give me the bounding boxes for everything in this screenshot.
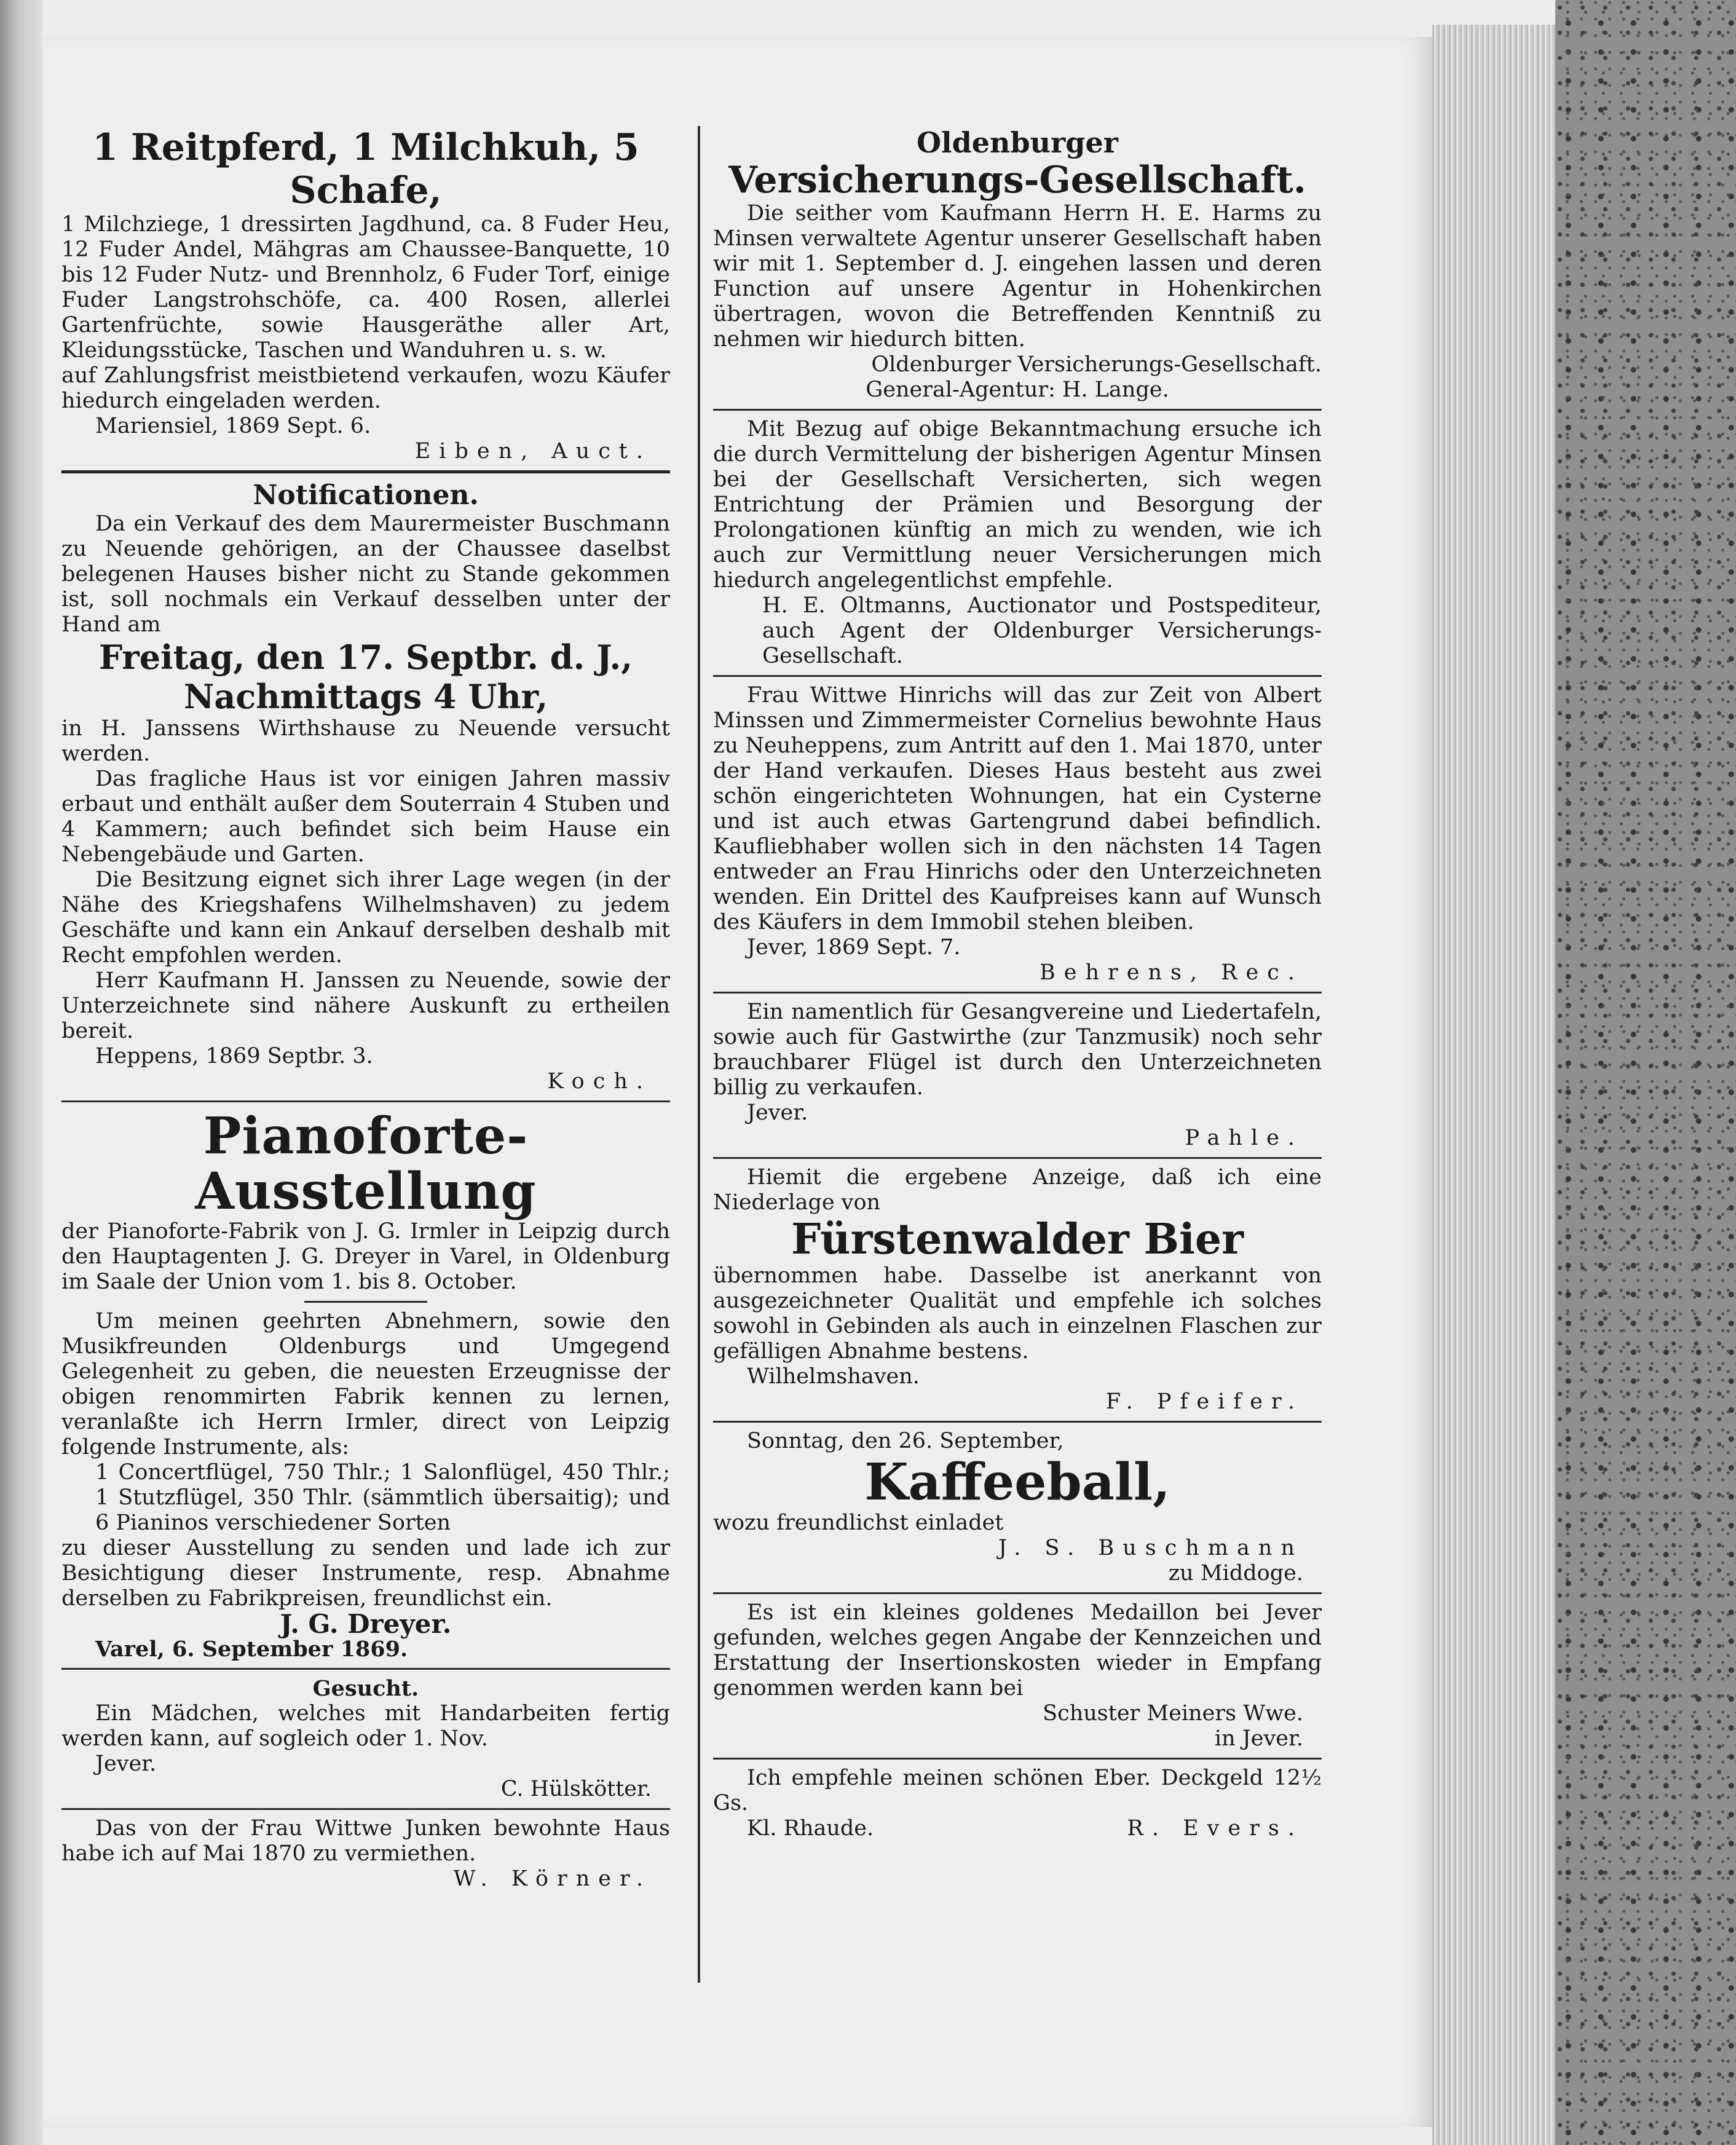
ad-text: Das von der Frau Wittwe Junken bewohnte Haus habe ich auf Mai 1870 zu vermiethen. bbox=[61, 1816, 670, 1866]
separator bbox=[61, 1808, 670, 1810]
place-date: Varel, 6. September 1869. bbox=[95, 1637, 408, 1662]
ad-beer bbox=[713, 1165, 1322, 1415]
signature: W. Körner. bbox=[453, 1867, 652, 1891]
ad-text: der Pianoforte-Fabrik von J. G. Irmler in Leipzig durch den Hauptagenten J. G. Dreyer in Varel, in Oldenburg im Saale der Union vom 1. bis 8. October. bbox=[61, 1219, 670, 1294]
ad-text: Die Besitzung eignet sich ihrer Lage wegen (in der Nähe des Kriegshafens Wilhelmshaven) zu jedem Geschäfte und kann ein Ankauf derselben deshalb mit Recht empfohlen werden. bbox=[61, 867, 670, 968]
signature: General-Agentur: H. Lange. bbox=[866, 377, 1169, 402]
ad-title: Gesucht. bbox=[312, 1676, 419, 1701]
ad-title: Versicherungs-Gesellschaft. bbox=[728, 159, 1306, 202]
ad-text: Hiemit die ergebene Anzeige, daß ich eine Niederlage von bbox=[713, 1165, 1322, 1215]
separator-short bbox=[304, 1301, 427, 1303]
place: Wilhelmshaven. bbox=[747, 1364, 920, 1389]
ad-text: Ich empfehle meinen schönen Eber. Deckgeld 12½ Gs. bbox=[713, 1766, 1322, 1815]
facing-page-edge bbox=[0, 0, 43, 2145]
ad-date: Sonntag, den 26. September, bbox=[747, 1429, 1064, 1453]
signature: J. G. Dreyer. bbox=[280, 1609, 452, 1639]
place-date: Jever, 1869 Sept. 7. bbox=[747, 935, 961, 960]
separator bbox=[713, 1592, 1322, 1594]
signature: Eiben, Auct. bbox=[414, 439, 652, 464]
signature: C. Hülskötter. bbox=[500, 1777, 652, 1801]
ad-text: übernommen habe. Dasselbe ist anerkannt von ausgezeichneter Qualität und empfehle ich solches sowohl in Gebinden als auch in einzelnen Flaschen zur gefälligen Abnahme bestens. bbox=[713, 1263, 1322, 1364]
separator bbox=[61, 470, 670, 473]
ad-text: Es ist ein kleines goldenes Medaillon bei Jever gefunden, welches gegen Angabe der Kennzeichen und Erstattung der Insertionskosten wieder in Empfang genommen werden kann bei bbox=[713, 1600, 1322, 1701]
ad-headline: 1 Reitpferd, 1 Milchkuh, 5 Schafe, bbox=[92, 126, 639, 212]
place: zu Middoge. bbox=[1168, 1561, 1303, 1586]
ad-grand-piano bbox=[713, 1000, 1322, 1151]
book-cover bbox=[1555, 0, 1736, 2145]
place: Jever. bbox=[95, 1752, 157, 1776]
place: in Jever. bbox=[1214, 1726, 1303, 1751]
ad-text: Ein namentlich für Gesangvereine und Liedertafeln, sowie auch für Gastwirthe (zur Tanzmusik) noch sehr brauchbarer Flügel ist durch den Unterzeichneten billig zu verkaufen. bbox=[713, 1000, 1322, 1100]
ad-wanted bbox=[61, 1676, 670, 1802]
ad-title: Fürstenwalder Bier bbox=[791, 1215, 1244, 1264]
ad-found-medallion bbox=[713, 1600, 1322, 1752]
separator bbox=[713, 409, 1322, 411]
ad-text: Frau Wittwe Hinrichs will das zur Zeit von Albert Minssen und Zimmermeister Cornelius bewohnte Haus zu Neuheppens, zum Antritt auf den 1. Mai 1870, unter der Hand verkaufen. Dieses Haus besteht aus zwei schön eingerichteten Wohnungen, hat ein Cysterne und ist auch etwas Gartengrund dabei befindlich. Kaufliebhaber wollen sich in den nächsten 14 Tagen entweder an Frau Hinrichs oder den Unterzeichneten wenden. Ein Drittel des Kaufpreises kann auf Wunsch des Käufers in dem Immobil stehen bleiben. bbox=[713, 683, 1322, 934]
ad-text: Ein Mädchen, welches mit Handarbeiten fertig werden kann, auf sogleich oder 1. Nov. bbox=[61, 1701, 670, 1751]
ad-text: Herr Kaufmann H. Janssen zu Neuende, sowie der Unterzeichnete sind nähere Auskunft zu ertheilen bereit. bbox=[61, 968, 670, 1043]
signature: Koch. bbox=[547, 1069, 652, 1094]
ad-text: 1 Concertflügel, 750 Thlr.; 1 Salonflügel, 450 Thlr.; 1 Stutzflügel, 350 Thlr. (sämmtlich übersaitig); und 6 Pianinos verschiedener Sorten bbox=[95, 1460, 670, 1535]
place: Jever. bbox=[747, 1100, 808, 1125]
ad-title: Kaffeeball, bbox=[864, 1453, 1170, 1512]
ad-text: Da ein Verkauf des dem Maurermeister Buschmann zu Neuende gehörigen, an der Chaussee daselbst belegenen Hauses bisher nicht zu Stande gekommen ist, soll nochmals ein Verkauf desselben unter der Hand am bbox=[61, 512, 670, 637]
ad-sale-livestock bbox=[61, 126, 670, 464]
left-column bbox=[61, 126, 670, 1892]
ad-text: Mit Bezug auf obige Bekanntmachung ersuche ich die durch Vermittelung der bisherigen Agentur Minsen bei der Gesellschaft Versicherten, sich wegen Entrichtung der Prämien und Besorgung der Prolongationen künftig an mich zu wenden, wie ich auch zur Vermittlung neuer Versicherungen mich hiedurch angelegentlichst empfehle. bbox=[713, 417, 1322, 593]
ad-notification-house bbox=[61, 480, 670, 1094]
ad-title: Oldenburger bbox=[917, 126, 1118, 159]
signature: Behrens, Rec. bbox=[1040, 960, 1303, 985]
signature: H. E. Oltmanns, Auctionator und Postspediteur, auch Agent der Oldenburger Versicherungs-Gesellschaft. bbox=[762, 593, 1322, 668]
ad-text: 1 Milchziege, 1 dressirten Jagdhund, ca. 8 Fuder Heu, 12 Fuder Andel, Mähgras am Chaussee-Banquette, 10 bis 12 Fuder Nutz- und Brennholz, 6 Fuder Torf, einige Fuder Langstrohschöfe, ca. 400 Rosen, allerlei Gartenfrüchte, sowie Hausgeräthe aller Art, Kleidungsstücke, Taschen und Wanduhren u. s. w. bbox=[61, 212, 670, 363]
ad-boar bbox=[713, 1766, 1322, 1841]
separator bbox=[61, 1668, 670, 1670]
ad-text: auf Zahlungsfrist meistbietend verkaufen, wozu Käufer hiedurch eingeladen werden. bbox=[61, 363, 670, 413]
separator bbox=[713, 675, 1322, 677]
signature: Oldenburger Versicherungs-Gesellschaft. bbox=[871, 352, 1322, 377]
signature: J. S. Buschmann bbox=[998, 1536, 1303, 1560]
ad-house-sale bbox=[713, 683, 1322, 986]
ad-coffee-ball bbox=[713, 1429, 1322, 1586]
ad-rent-house bbox=[61, 1816, 670, 1892]
ad-title: Notificationen. bbox=[253, 480, 479, 511]
ad-text: wozu freundlichst einladet bbox=[713, 1511, 1004, 1535]
separator bbox=[713, 1421, 1322, 1423]
ad-insurance-company bbox=[713, 126, 1322, 403]
right-column bbox=[713, 126, 1322, 1841]
signature: F. Pfeifer. bbox=[1105, 1389, 1303, 1414]
separator bbox=[713, 1157, 1322, 1159]
separator bbox=[713, 1758, 1322, 1760]
separator bbox=[713, 992, 1322, 993]
ad-text: zu dieser Ausstellung zu senden und lade ich zur Besichtigung dieser Instrumente, resp. Abnahme derselben zu Fabrikpreisen, freundlichst ein. bbox=[61, 1536, 670, 1611]
separator bbox=[61, 1100, 670, 1102]
place: Kl. Rhaude. bbox=[747, 1816, 874, 1841]
signature: R. Evers. bbox=[1127, 1816, 1303, 1841]
place-date: Mariensiel, 1869 Sept. 6. bbox=[95, 414, 371, 438]
ad-text: Um meinen geehrten Abnehmern, sowie den Musikfreunden Oldenburgs und Umgegend Gelegenheit zu geben, die neuesten Erzeugnisse der obigen renommirten Fabrik kennen zu lernen, veranlaßte ich Herrn Irmler, direct von Leipzig folgende Instrumente, als: bbox=[61, 1309, 670, 1460]
ad-insurance-agent bbox=[713, 417, 1322, 669]
ad-date: Freitag, den 17. Septbr. d. J., bbox=[98, 638, 633, 677]
ad-piano-exhibition bbox=[61, 1108, 670, 1662]
ad-time: Nachmittags 4 Uhr, bbox=[183, 677, 548, 716]
ad-text: Das fragliche Haus ist vor einigen Jahren massiv erbaut und enthält außer dem Souterrain 4 Stuben und 4 Kammern; auch befindet sich beim Hause ein Nebengebäude und Garten. bbox=[61, 767, 670, 867]
cover-texture bbox=[1555, 0, 1736, 2145]
signature: Schuster Meiners Wwe. bbox=[1043, 1701, 1303, 1726]
ad-title: Pianoforte-Ausstellung bbox=[195, 1107, 537, 1221]
ad-text: Die seither vom Kaufmann Herrn H. E. Harms zu Minsen verwaltete Agentur unserer Gesellschaft haben wir mit 1. September d. J. eingehen lassen und deren Function auf unsere Agentur in Hohenkirchen übertragen, wovon die Betreffenden Kenntniß zu nehmen wir hiedurch bitten. bbox=[713, 201, 1322, 352]
column-divider bbox=[698, 126, 700, 1983]
signature: Pahle. bbox=[1185, 1126, 1303, 1150]
ad-text: in H. Janssens Wirthshause zu Neuende versucht werden. bbox=[61, 716, 670, 766]
place-date: Heppens, 1869 Septbr. 3. bbox=[95, 1044, 373, 1069]
